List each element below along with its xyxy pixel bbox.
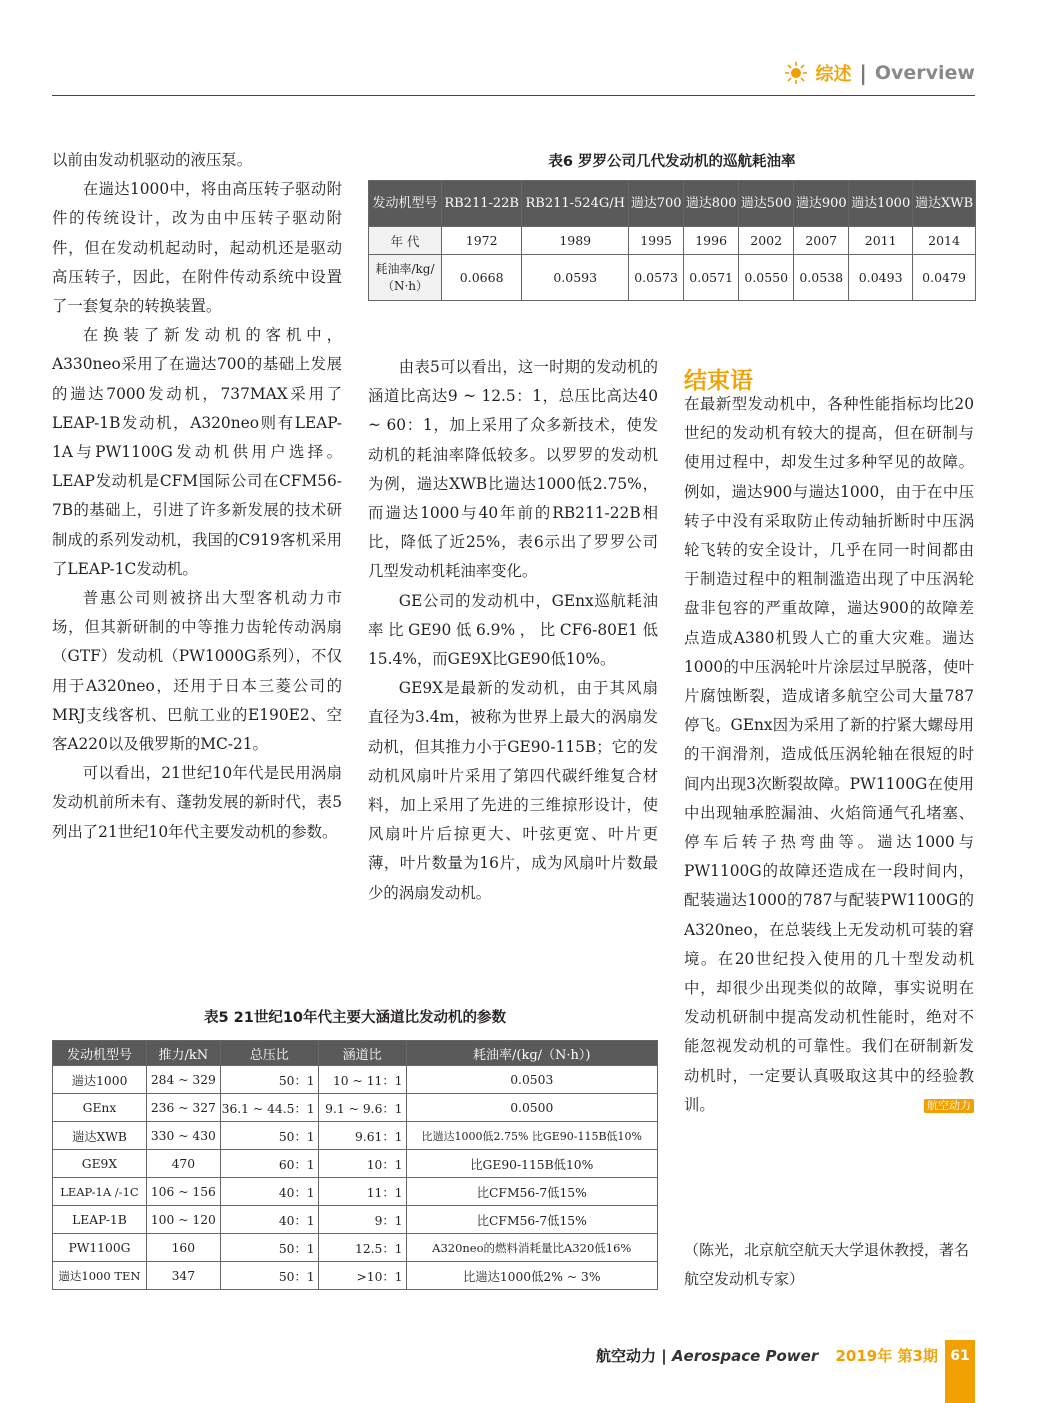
paragraph: GE9X是最新的发动机，由于其风扇直径为3.4m，被称为世界上最大的涡扇发动机，但其推力小于GE90-115B；它的发动机风扇叶片采用了第四代碳纤维复合材料，加上采用了先进的三维掠形设计，使风扇叶片后掠更大、叶弦更宽、叶片更薄，叶片数量为16片，成为风扇叶片数最少的涡扇发动机。: [368, 679, 658, 902]
author-note: （陈光，北京航空航天大学退休教授，著名航空发动机专家）: [684, 1241, 970, 1288]
table-cell: LEAP-1B: [53, 1206, 147, 1234]
table-cell: 284 ~ 329: [146, 1066, 220, 1094]
table-cell: LEAP-1A /-1C: [53, 1178, 147, 1206]
table-header-cell: 遄达800: [684, 181, 739, 227]
table-cell: 遄达1000: [53, 1066, 147, 1094]
table-cell: GE9X: [53, 1150, 147, 1178]
table-cell: A320neo的燃料消耗量比A320低16%: [406, 1234, 657, 1262]
table-cell: 9.1 ~ 9.6：1: [318, 1094, 406, 1122]
body-column-2: [368, 353, 658, 908]
table-cell: 0.0571: [684, 255, 739, 301]
table-cell: 0.0593: [522, 255, 629, 301]
table-cell: 50：1: [220, 1122, 318, 1150]
paragraph: 以前由发动机驱动的液压泵。: [52, 151, 253, 169]
table-cell: 0.0538: [794, 255, 849, 301]
header-divider: |: [859, 61, 867, 85]
section-title-en: Overview: [874, 62, 975, 84]
table-header-cell: 总压比: [220, 1041, 318, 1066]
conclusion-text: 在最新型发动机中，各种性能指标均比20世纪的发动机有较大的提高，但在研制与使用过程中，却发生过多种罕见的故障。例如，遄达900与遄达1000，由于在中压转子中没有采取防止传动轴折断时中压涡轮飞转的安全设计，几乎在同一时间都由于制造过程中的粗制滥造出现了中压涡轮盘非包容的严重故障，遄达900的故障差点造成A380机毁人亡的重大灾难。遄达1000的中压涡轮叶片涂层过早脱落，使叶片腐蚀断裂，造成诸多航空公司大量787停飞。GEnx因为采用了新的拧紧大螺母用的干润滑剂，造成低压涡轮轴在很短的时间内出现3次断裂故障。PW1100G在使用中出现轴承腔漏油、火焰筒通气孔堵塞、停车后转子热弯曲等。遄达1000与PW1100G的故障还造成在一段时间内，配装遄达1000的787与配装PW1100G的A320neo，在总装线上无发动机可装的窘境。在20世纪投入使用的几十型发动机中，却很少出现类似的故障，事实说明在发动机研制中提高发动机性能时，绝对不能忽视发动机的可靠性。我们在研制新发动机时，一定要认真吸取这其中的经验教训。: [684, 395, 974, 1114]
header-rule: [52, 95, 975, 96]
table-cell: 11：1: [318, 1178, 406, 1206]
table-cell: 2002: [739, 227, 794, 255]
running-footer: [596, 1345, 938, 1366]
table-cell: 比遄达1000低2.75% 比GE90-115B低10%: [406, 1122, 657, 1150]
table-cell: 比GE90-115B低10%: [406, 1150, 657, 1178]
table-row: [53, 1094, 658, 1122]
table-header-cell: 遄达XWB: [913, 181, 976, 227]
table-cell: >10：1: [318, 1262, 406, 1290]
paragraph: 可以看出，21世纪10年代是民用涡扇发动机前所未有、蓬勃发展的新时代，表5列出了21世纪10年代主要发动机的参数。: [52, 764, 342, 841]
paragraph: GE公司的发动机中，GEnx巡航耗油率比GE90低6.9%，比CF6-80E1低15.4%，而GE9X比GE90低10%。: [368, 591, 658, 669]
table-cell: 2011: [849, 227, 913, 255]
table-row: [53, 1150, 658, 1178]
table-cell: 10：1: [318, 1150, 406, 1178]
journal-name-zh: 航空动力: [596, 1347, 657, 1365]
table-cell: 0.0550: [739, 255, 794, 301]
table-cell: 160: [146, 1234, 220, 1262]
table-cell: 470: [146, 1150, 220, 1178]
table-cell: 36.1 ~ 44.5：1: [220, 1094, 318, 1122]
table-row: [53, 1206, 658, 1234]
table-header-cell: 遄达1000: [849, 181, 913, 227]
table-cell: 比CFM56-7低15%: [406, 1178, 657, 1206]
table-cell: 0.0500: [406, 1094, 657, 1122]
table-cell: 遄达1000 TEN: [53, 1262, 147, 1290]
table-header-cell: RB211-22B: [442, 181, 522, 227]
table-header-cell: 推力/kN: [146, 1041, 220, 1066]
table-cell: 60：1: [220, 1150, 318, 1178]
table-cell: 0.0668: [442, 255, 522, 301]
row-label: 耗油率/kg/（N·h）: [369, 255, 442, 301]
table-cell: 9.61：1: [318, 1122, 406, 1150]
paragraph: 在换装了新发动机的客机中，A330neo采用了在遄达700的基础上发展的遄达7000发动机，737MAX采用了LEAP-1B发动机，A320neo则有LEAP-1A与PW1100G发动机供用户选择。LEAP发动机是CFM国际公司在CFM56-7B的基础上，引进了许多新发展的技术研制成的系列发动机，我国的C919客机采用了LEAP-1C发动机。: [52, 326, 342, 578]
table-row: [369, 255, 976, 301]
section-heading: 结束语: [684, 368, 753, 394]
table-row: [53, 1262, 658, 1290]
table-cell: 遄达XWB: [53, 1122, 147, 1150]
paragraph: 由表5可以看出，这一时期的发动机的涵道比高达9 ~ 12.5：1，总压比高达40 ~ 60：1，加上采用了众多新技术，使发动机的耗油率降低较多。以罗罗的发动机为例，遄达XWB比遄达1000低2.75%，而遄达1000与40年前的RB211-22B相比，降低了近25%，表6示出了罗罗公司几型发动机耗油率变化。: [368, 358, 658, 581]
table-cell: 1996: [684, 227, 739, 255]
table-cell: GEnx: [53, 1094, 147, 1122]
issue-label: 2019年 第3期: [835, 1347, 938, 1365]
table-cell: 10 ~ 11：1: [318, 1066, 406, 1094]
table-row: [53, 1122, 658, 1150]
body-column-3: [684, 390, 974, 1120]
body-column-1: [52, 146, 342, 847]
table-row: [53, 1178, 658, 1206]
table-cell: 347: [146, 1262, 220, 1290]
table-header-cell: 遄达900: [794, 181, 849, 227]
table-row: [369, 227, 976, 255]
table-cell: 1972: [442, 227, 522, 255]
table-header-cell: 涵道比: [318, 1041, 406, 1066]
table-cell: 12.5：1: [318, 1234, 406, 1262]
end-badge: 航空动力: [924, 1099, 974, 1113]
paragraph: [684, 390, 974, 1120]
table-header-cell: 遄达700: [629, 181, 684, 227]
table-cell: 比遄达1000低2% ~ 3%: [406, 1262, 657, 1290]
table-5: [52, 1040, 658, 1290]
table-cell: 50：1: [220, 1234, 318, 1262]
table-cell: 9：1: [318, 1206, 406, 1234]
table-5-caption: 表5 21世纪10年代主要大涵道比发动机的参数: [204, 1010, 506, 1026]
table-cell: 236 ~ 327: [146, 1094, 220, 1122]
table-cell: 比CFM56-7低15%: [406, 1206, 657, 1234]
sun-logo-icon: [784, 61, 808, 85]
table-cell: 50：1: [220, 1066, 318, 1094]
table-row: [53, 1234, 658, 1262]
table-cell: 0.0573: [629, 255, 684, 301]
table-cell: 1995: [629, 227, 684, 255]
table-cell: 40：1: [220, 1178, 318, 1206]
table-header-cell: 耗油率/(kg/（N·h）): [406, 1041, 657, 1066]
table-cell: 40：1: [220, 1206, 318, 1234]
table-header-cell: 遄达500: [739, 181, 794, 227]
running-header: [784, 60, 975, 86]
footer-divider: |: [661, 1347, 672, 1365]
section-title-zh: 综述: [815, 64, 852, 85]
table-cell: 330 ~ 430: [146, 1122, 220, 1150]
table-cell: 0.0503: [406, 1066, 657, 1094]
journal-name-en: Aerospace Power: [671, 1347, 819, 1365]
table-cell: 2007: [794, 227, 849, 255]
table-cell: 1989: [522, 227, 629, 255]
table-cell: PW1100G: [53, 1234, 147, 1262]
paragraph: 普惠公司则被挤出大型客机动力市场，但其新研制的中等推力齿轮传动涡扇（GTF）发动机（PW1000G系列），不仅用于A320neo，还用于日本三菱公司的MRJ支线客机、巴航工业的E190E2、空客A220以及俄罗斯的MC-21。: [52, 589, 342, 754]
table-cell: 100 ~ 120: [146, 1206, 220, 1234]
table-6: [368, 180, 976, 301]
table-row: [53, 1066, 658, 1094]
table-cell: 106 ~ 156: [146, 1178, 220, 1206]
row-label: 年 代: [369, 227, 442, 255]
page-number: 61: [950, 1348, 970, 1364]
table-cell: 2014: [913, 227, 976, 255]
table-cell: 0.0479: [913, 255, 976, 301]
table-cell: 50：1: [220, 1262, 318, 1290]
table-header-cell: 发动机型号: [53, 1041, 147, 1066]
table-cell: 0.0493: [849, 255, 913, 301]
table-6-caption: 表6 罗罗公司几代发动机的巡航耗油率: [548, 154, 796, 170]
paragraph: 在遄达1000中，将由高压转子驱动附件的传统设计，改为由中压转子驱动附件，但在发动机起动时，起动机还是驱动高压转子，因此，在附件传动系统中设置了一套复杂的转换装置。: [52, 180, 342, 316]
table-header-cell: RB211-524G/H: [522, 181, 629, 227]
table-header-cell: 发动机型号: [369, 181, 442, 227]
